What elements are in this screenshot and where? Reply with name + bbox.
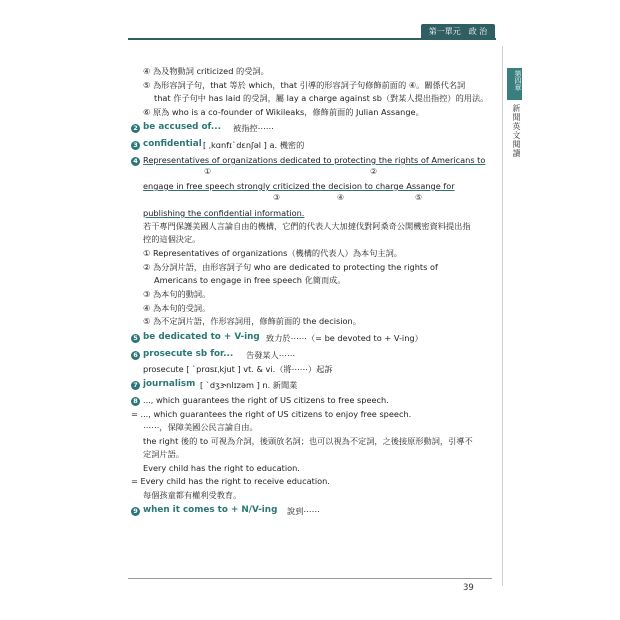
entry-number: 5 (131, 334, 140, 343)
grammar-note: the right 後的 to 可視為介詞，後頭放名詞；也可以視為不定詞，之後接原形動詞，引導不 (143, 436, 473, 446)
entry-definition: 告發某人⋯⋯ (246, 350, 296, 360)
header-rule (128, 38, 496, 40)
translation: ⋯⋯，保障美國公民言論自由。 (143, 422, 258, 432)
example-sentence-line: publishing the confidential information. (143, 208, 305, 218)
example-sentence: ..., which guarantees the right of US citizens to free speech. (143, 395, 389, 405)
entry-number: 3 (131, 141, 140, 150)
example-sentence-line: engage in free speech strongly criticized the decision to charge Assange for (143, 181, 455, 191)
grammar-note: ③ 為本句的動詞。 (143, 289, 211, 299)
note-4: ④ 為及物動詞 criticized 的受詞。 (143, 66, 269, 76)
unit-header-tab: 第一單元 政 治 (421, 24, 495, 39)
entry-keyword: prosecute sb for... (143, 349, 234, 359)
example-sentence-line: Representatives of organizations dedicated to protecting the rights of Americans to (143, 155, 486, 165)
example-sentence: = Every child has the right to receive education. (131, 476, 330, 486)
entry-number: 2 (131, 124, 140, 133)
entry-pronunciation: [ ˌkɑnfɪˋdɛnʃəl ] a. 機密的 (203, 140, 305, 150)
grammar-note: ⑤ 為不定詞片語，作形容詞用，修飾前面的 the decision。 (143, 316, 361, 326)
footer-rule (128, 578, 492, 579)
sidebar-rule (502, 46, 503, 586)
entry-definition: 致力於⋯⋯（= be devoted to + V-ing） (266, 333, 423, 343)
entry-number: 4 (131, 157, 140, 166)
chapter-label: 第四章 (514, 70, 522, 91)
clause-marker: ④ (337, 193, 345, 202)
entry-definition: 說到⋯⋯ (287, 506, 320, 516)
note-5b: that 作子句中 has laid 的受詞，屬 lay a charge against sb（對某人提出指控）的用法。 (154, 93, 489, 103)
clause-marker: ③ (273, 193, 281, 202)
translation: 每個孩童都有權利受教育。 (143, 490, 242, 500)
example-sentence: Every child has the right to education. (143, 463, 300, 473)
clause-marker: ⑤ (415, 193, 423, 202)
entry-definition: 被指控⋯⋯ (233, 123, 274, 133)
entry-keyword: journalism (143, 379, 196, 389)
entry-number: 9 (131, 507, 140, 516)
grammar-note: ④ 為本句的受詞。 (143, 303, 211, 313)
entry-keyword: confidential (143, 139, 202, 149)
clause-marker: ① (204, 167, 212, 176)
sidebar-title: 新聞英文閱讀 (512, 104, 521, 158)
note-6: ⑥ 原為 who is a co-founder of Wikileaks，修飾前面的 Julian Assange。 (143, 107, 424, 117)
grammar-note: ① Representatives of organizations（機構的代表人）為本句主詞。 (143, 248, 402, 258)
entry-keyword: be dedicated to + V-ing (143, 332, 260, 342)
entry-keyword: be accused of... (143, 122, 221, 132)
grammar-note: Americans to engage in free speech 化簡而成。 (154, 275, 346, 285)
note-5a: ⑤ 為形容詞子句，that 等於 which，that 引導的形容詞子句修飾前面的 ④。關係代名詞 (143, 80, 466, 90)
entry-number: 8 (131, 397, 140, 406)
entry-pronunciation: [ ˋdʒɝnlɪzəm ] n. 新聞業 (200, 380, 298, 390)
translation: 控的這個決定。 (143, 234, 201, 244)
clause-marker: ② (370, 167, 378, 176)
grammar-note: 定詞片語。 (143, 449, 184, 459)
grammar-note: ② 為分詞片語，由形容詞子句 who are dedicated to protecting the rights of (143, 262, 438, 272)
page-number: 39 (463, 583, 474, 593)
entry-keyword: when it comes to + N/V-ing (143, 505, 278, 515)
entry-number: 7 (131, 381, 140, 390)
entry-pronunciation: prosecute [ ˋprɑsɪˌkjut ] vt. & vi.（將⋯⋯）起訴 (143, 364, 333, 374)
entry-number: 6 (131, 351, 140, 360)
example-sentence: = ..., which guarantees the right of US citizens to enjoy free speech. (131, 409, 412, 419)
translation: 若干專門保護美國人言論自由的機構，它們的代表人大加撻伐對阿桑奇公開機密資料提出指 (143, 221, 471, 231)
